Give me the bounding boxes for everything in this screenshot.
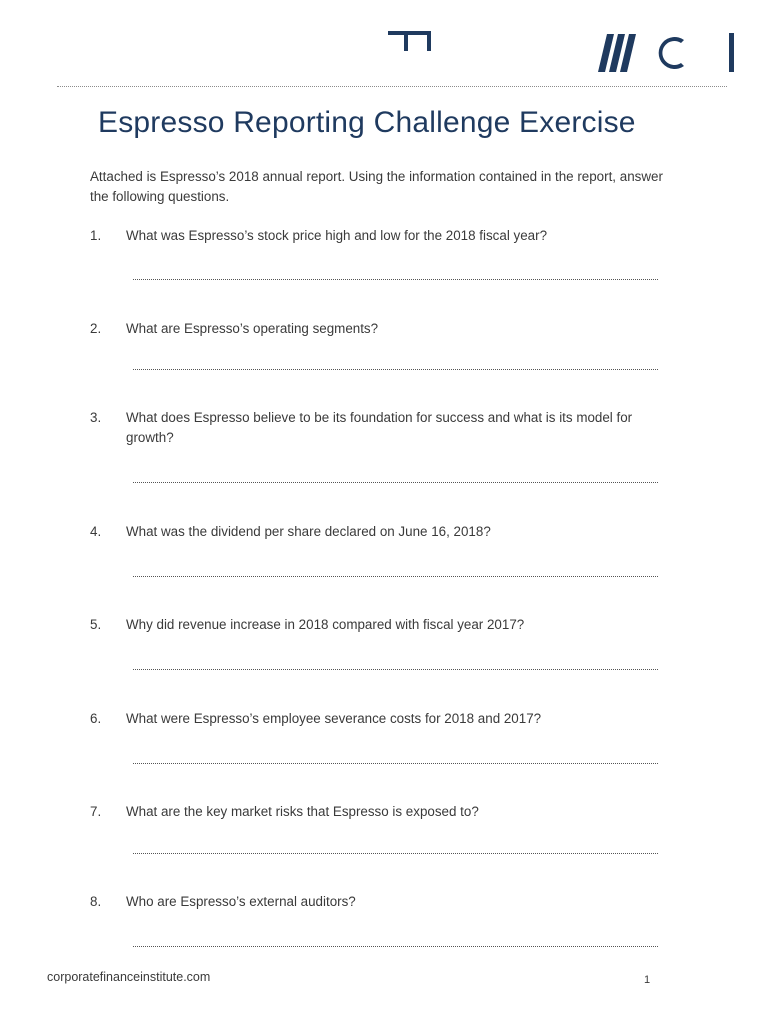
question-7 — [90, 802, 670, 822]
intro-paragraph: Attached is Espresso’s 2018 annual report. Using the information contained in the report, answer the following questions. — [90, 169, 663, 204]
question-4 — [90, 522, 670, 542]
question-number: 3. — [90, 410, 102, 425]
page-number: 1 — [644, 974, 651, 986]
question-text: What are the key market risks that Espresso is exposed to? — [126, 804, 479, 819]
question-number: 2. — [90, 321, 102, 336]
question-2 — [90, 319, 670, 339]
answer-line-3 — [133, 482, 658, 483]
question-number: 4. — [90, 524, 102, 539]
answer-line-4 — [133, 576, 658, 577]
question-6 — [90, 709, 670, 729]
question-3 — [90, 408, 670, 448]
question-text: Why did revenue increase in 2018 compared with fiscal year 2017? — [126, 617, 525, 632]
header-mark-icon — [388, 31, 431, 51]
question-text: What are Espresso’s operating segments? — [126, 321, 379, 336]
answer-line-5 — [133, 669, 658, 670]
question-number: 8. — [90, 894, 102, 909]
header-divider — [57, 86, 727, 87]
question-text: What was Espresso’s stock price high and low for the 2018 fiscal year? — [126, 228, 548, 243]
question-number: 1. — [90, 228, 102, 243]
question-number: 7. — [90, 804, 102, 819]
question-8 — [90, 892, 670, 912]
question-number: 5. — [90, 617, 102, 632]
question-text: What was the dividend per share declared on June 16, 2018? — [126, 524, 491, 539]
question-text: What does Espresso believe to be its foundation for success and what is its model for growth? — [126, 410, 633, 445]
footer-url: corporatefinanceinstitute.com — [47, 970, 211, 984]
answer-line-2 — [133, 369, 658, 370]
question-1 — [90, 226, 670, 246]
question-text: What were Espresso’s employee severance costs for 2018 and 2017? — [126, 711, 542, 726]
answer-line-1 — [133, 279, 658, 280]
question-5 — [90, 615, 670, 635]
page-title: Espresso Reporting Challenge Exercise — [98, 106, 636, 139]
cfi-logo — [598, 30, 738, 74]
question-number: 6. — [90, 711, 102, 726]
question-text: Who are Espresso’s external auditors? — [126, 894, 356, 909]
answer-line-8 — [133, 946, 658, 947]
answer-line-7 — [133, 853, 658, 854]
answer-line-6 — [133, 763, 658, 764]
